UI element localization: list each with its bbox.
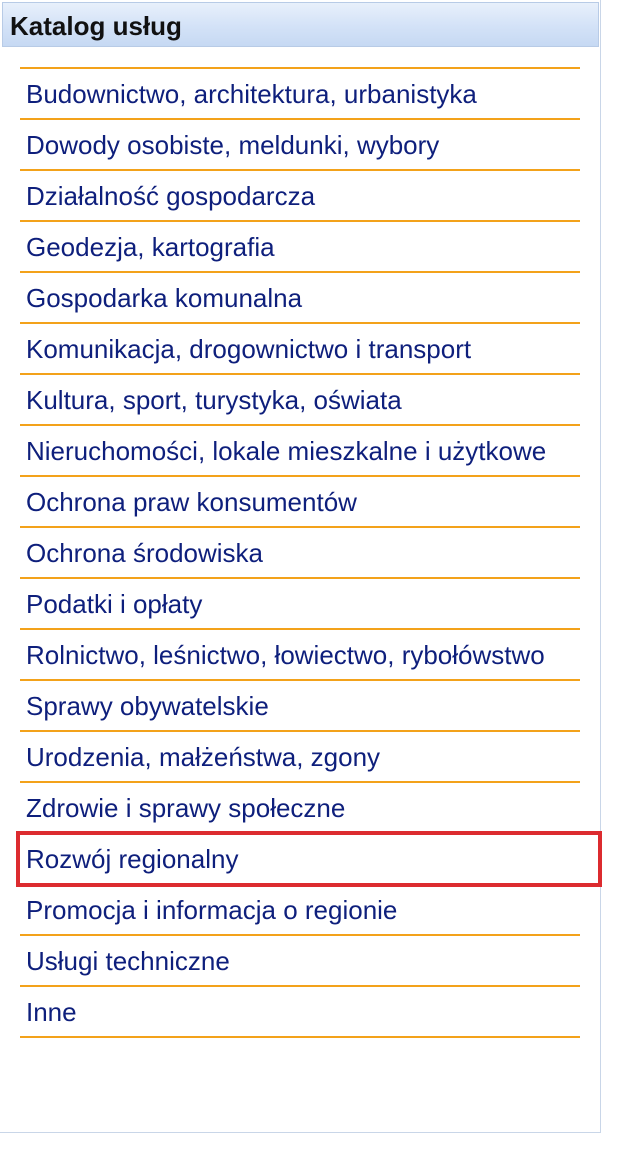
category-link-podatki[interactable]: Podatki i opłaty xyxy=(20,579,580,630)
category-link-rolnictwo[interactable]: Rolnictwo, leśnictwo, łowiectwo, rybołówstwo xyxy=(20,630,580,681)
category-link-geodezja[interactable]: Geodezja, kartografia xyxy=(20,222,580,273)
category-link-zdrowie[interactable]: Zdrowie i sprawy społeczne xyxy=(20,783,580,834)
category-link-rozwoj-regionalny[interactable]: Rozwój regionalny xyxy=(20,834,580,885)
category-link-nieruchomosci[interactable]: Nieruchomości, lokale mieszkalne i użytkowe xyxy=(20,426,580,477)
category-link-uslugi-techniczne[interactable]: Usługi techniczne xyxy=(20,936,580,987)
category-link-kultura[interactable]: Kultura, sport, turystyka, oświata xyxy=(20,375,580,426)
category-link-dowody-osobiste[interactable]: Dowody osobiste, meldunki, wybory xyxy=(20,120,580,171)
panel-title: Katalog usług xyxy=(10,11,182,41)
service-category-list xyxy=(20,67,580,1038)
category-link-budownictwo[interactable]: Budownictwo, architektura, urbanistyka xyxy=(20,69,580,120)
category-link-dzialalnosc-gospodarcza[interactable]: Działalność gospodarcza xyxy=(20,171,580,222)
category-link-inne[interactable]: Inne xyxy=(20,987,580,1038)
category-link-promocja[interactable]: Promocja i informacja o regionie xyxy=(20,885,580,936)
panel-header xyxy=(2,2,599,47)
category-link-ochrona-konsumentow[interactable]: Ochrona praw konsumentów xyxy=(20,477,580,528)
category-link-komunikacja[interactable]: Komunikacja, drogownictwo i transport xyxy=(20,324,580,375)
category-link-gospodarka-komunalna[interactable]: Gospodarka komunalna xyxy=(20,273,580,324)
category-link-urodzenia[interactable]: Urodzenia, małżeństwa, zgony xyxy=(20,732,580,783)
category-link-sprawy-obywatelskie[interactable]: Sprawy obywatelskie xyxy=(20,681,580,732)
category-link-ochrona-srodowiska[interactable]: Ochrona środowiska xyxy=(20,528,580,579)
